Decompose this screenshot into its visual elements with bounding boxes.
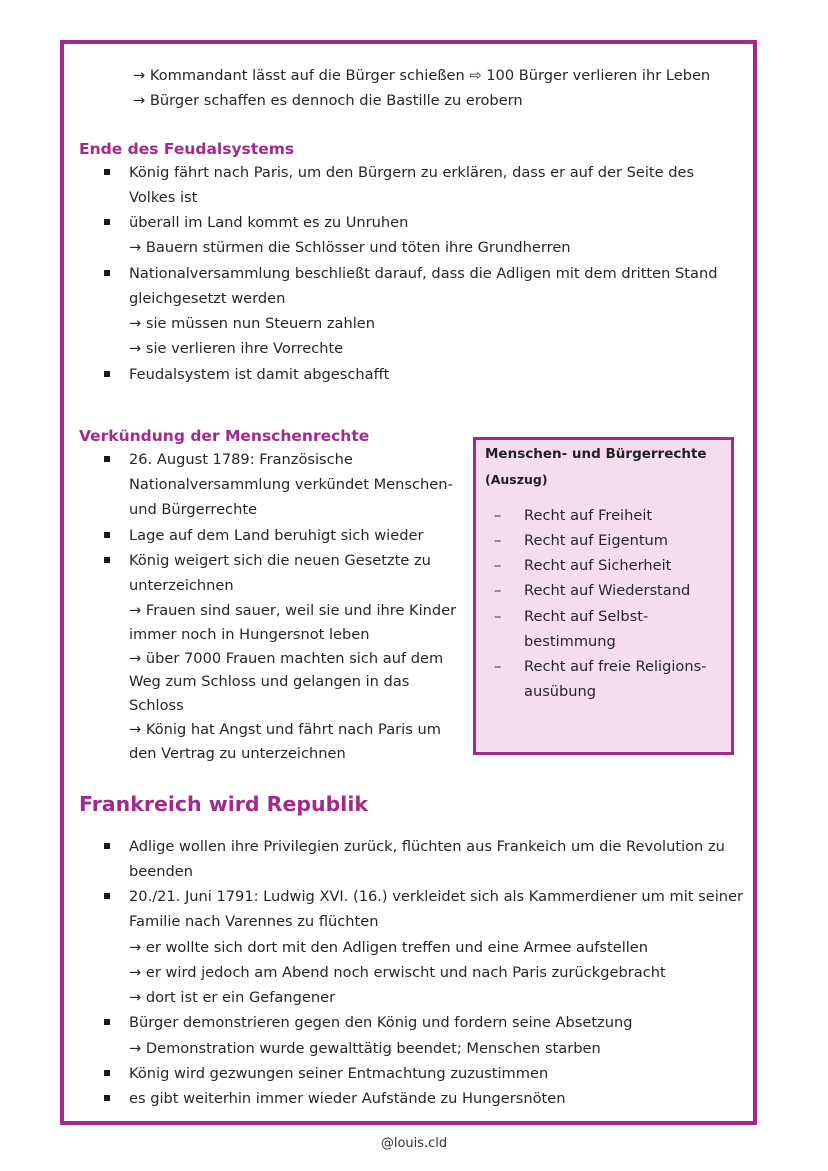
footer-credit: @louis.cld — [380, 1136, 448, 1151]
list-item: beenden — [129, 863, 193, 880]
list-item: Adlige wollen ihre Privilegien zurück, flüchten aus Frankeich um die Revolution zu — [129, 838, 725, 855]
bullet-icon — [104, 532, 110, 538]
feudal-heading: Ende des Feudalsystems — [79, 140, 295, 158]
list-item: → er wollte sich dort mit den Adligen treffen und eine Armee aufstellen — [129, 939, 649, 956]
list-item: es gibt weiterhin immer wieder Aufstände zu Hungersnöten — [129, 1090, 566, 1107]
rights-box-subtitle: (Auszug) — [485, 472, 548, 487]
list-item: 26. August 1789: Französische — [129, 451, 353, 468]
list-item: Volkes ist — [129, 189, 198, 206]
list-item: und Bürgerrechte — [129, 501, 258, 518]
bullet-icon — [104, 1070, 110, 1076]
intro-line: → Kommandant lässt auf die Bürger schießen ⇨ 100 Bürger verlieren ihr Leben — [133, 67, 711, 84]
list-item: Lage auf dem Land beruhigt sich wieder — [129, 527, 424, 544]
list-item: → König hat Angst und fährt nach Paris um — [129, 721, 441, 738]
list-item: Weg zum Schloss und gelangen in das — [129, 673, 410, 690]
list-item: überall im Land kommt es zu Unruhen — [129, 214, 409, 231]
intro-line: → Bürger schaffen es dennoch die Bastille zu erobern — [133, 92, 523, 109]
list-item: gleichgesetzt werden — [129, 290, 286, 307]
list-item: → Frauen sind sauer, weil sie und ihre Kinder — [129, 602, 457, 619]
rights-box-item: Recht auf Selbst- — [524, 608, 649, 625]
bullet-icon — [104, 270, 110, 276]
rights-heading: Verkündung der Menschenrechte — [79, 427, 370, 445]
list-item: → sie müssen nun Steuern zahlen — [129, 315, 376, 332]
list-item: König wird gezwungen seiner Entmachtung zuzustimmen — [129, 1065, 549, 1082]
bullet-icon — [104, 843, 110, 849]
rights-box-item: Recht auf Wiederstand — [524, 582, 691, 599]
bullet-icon — [104, 456, 110, 462]
bullet-icon — [104, 169, 110, 175]
dash-icon: – — [494, 608, 502, 625]
republic-heading: Frankreich wird Republik — [79, 792, 368, 816]
list-item: den Vertrag zu unterzeichnen — [129, 745, 346, 762]
bullet-icon — [104, 1019, 110, 1025]
rights-box-item: Recht auf Sicherheit — [524, 557, 672, 574]
list-item: König fährt nach Paris, um den Bürgern zu erklären, dass er auf der Seite des — [129, 164, 695, 181]
list-item: König weigert sich die neuen Gesetzte zu — [129, 552, 431, 569]
list-item: Familie nach Varennes zu flüchten — [129, 913, 379, 930]
list-item: → Bauern stürmen die Schlösser und töten ihre Grundherren — [129, 239, 571, 256]
rights-box-item: Recht auf Freiheit — [524, 507, 653, 524]
rights-box-item: ausübung — [524, 683, 597, 700]
dash-icon: – — [494, 582, 502, 599]
dash-icon: – — [494, 557, 502, 574]
bullet-icon — [104, 219, 110, 225]
bullet-icon — [104, 371, 110, 377]
list-item: → über 7000 Frauen machten sich auf dem — [129, 650, 444, 667]
rights-box-title: Menschen- und Bürgerrechte — [485, 446, 707, 462]
list-item: Bürger demonstrieren gegen den König und fordern seine Absetzung — [129, 1014, 633, 1031]
rights-box-item: Recht auf freie Religions- — [524, 658, 707, 675]
rights-box-item: bestimmung — [524, 633, 616, 650]
list-item: → dort ist er ein Gefangener — [129, 989, 336, 1006]
list-item: → er wird jedoch am Abend noch erwischt und nach Paris zurückgebracht — [129, 964, 666, 981]
list-item: Schloss — [129, 697, 184, 714]
list-item: Feudalsystem ist damit abgeschafft — [129, 366, 390, 383]
dash-icon: – — [494, 532, 502, 549]
bullet-icon — [104, 557, 110, 563]
rights-box-item: Recht auf Eigentum — [524, 532, 669, 549]
list-item: immer noch in Hungersnot leben — [129, 626, 370, 643]
list-item: 20./21. Juni 1791: Ludwig XVI. (16.) verkleidet sich als Kammerdiener um mit seiner — [129, 888, 743, 905]
dash-icon: – — [494, 507, 502, 524]
bullet-icon — [104, 1095, 110, 1101]
list-item: Nationalversammlung beschließt darauf, dass die Adligen mit dem dritten Stand — [129, 265, 718, 282]
dash-icon: – — [494, 658, 502, 675]
bullet-icon — [104, 893, 110, 899]
list-item: → sie verlieren ihre Vorrechte — [129, 340, 344, 357]
list-item: → Demonstration wurde gewalttätig beendet; Menschen starben — [129, 1040, 601, 1057]
list-item: Nationalversammlung verkündet Menschen- — [129, 476, 453, 493]
list-item: unterzeichnen — [129, 577, 234, 594]
